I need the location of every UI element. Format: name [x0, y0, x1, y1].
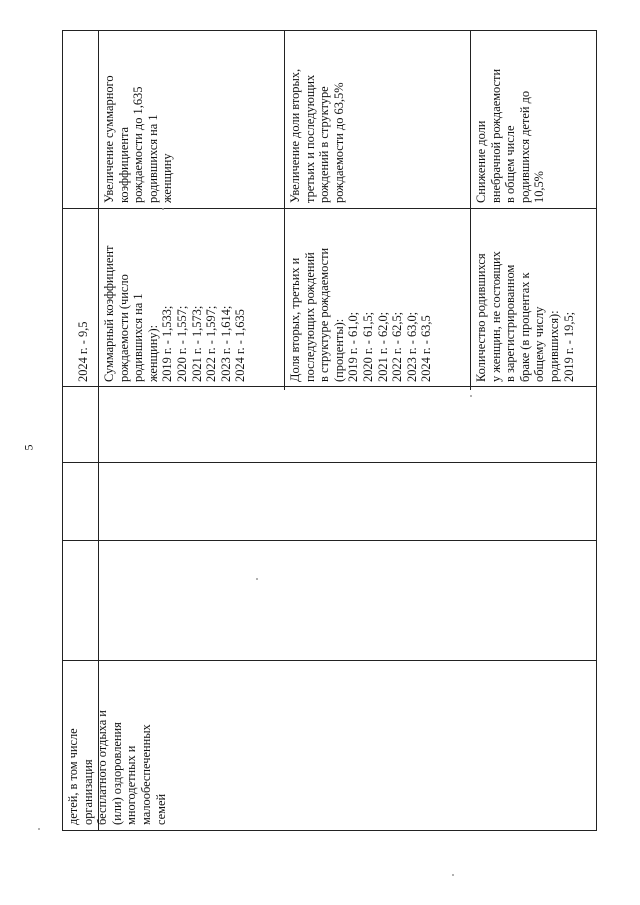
scan-speck	[38, 828, 40, 830]
table-border-right	[596, 30, 597, 830]
table-border-bottom	[62, 830, 597, 831]
row-divider	[284, 30, 285, 390]
column-divider	[62, 462, 597, 463]
scan-speck	[256, 578, 258, 580]
scan-speck	[452, 874, 454, 876]
cell-indicator: 2024 г. - 9,5	[76, 321, 90, 382]
row-divider	[470, 30, 471, 390]
column-divider	[62, 540, 597, 541]
cell-target: Увеличение суммарного коэффициента рождаемости до 1,635 родившихся на 1 женщину	[102, 75, 175, 203]
page-number: 5	[21, 444, 36, 451]
table-border-left	[62, 30, 63, 830]
cell-target: Увеличение доли вторых, третьих и последующих рождений в структуре рождаемости до 63,5%	[288, 68, 346, 203]
cell-indicator: Суммарный коэффициент рождаемости (число родившихся на 1 женщину): 2019 г. - 1,533; 2020 г. - 1,557; 2021 г. - 1,573; 2022 г. - 1,597; 2023 г. - 1,614; 2024 г. - 1,635	[102, 245, 248, 382]
scan-speck	[470, 395, 472, 397]
scan-speck	[162, 208, 164, 210]
cell-target: Снижение доли внебрачной рождаемости в общем числе родившихся детей до 10,5%	[474, 68, 547, 203]
cell-indicator: Доля вторых, третьих и последующих рождений в структуре рождаемости (проценты): 2019 г. - 61,0; 2020 г. - 61,5; 2021 г. - 62,0; 2022 г. - 62,5; 2023 г. - 63,0; 2024 г. - 63,5	[288, 247, 434, 382]
cell-measure-text: детей, в том числе организация бесплатного отдыха и (или) оздоровления многодетных и малообеспеченных семей	[66, 710, 168, 825]
column-divider	[62, 386, 597, 387]
cell-indicator: Количество родившихся у женщин, не состоящих в зарегистрированном браке (в процентах к общему числу родившихся): 2019 г. - 19,5;	[474, 251, 576, 382]
